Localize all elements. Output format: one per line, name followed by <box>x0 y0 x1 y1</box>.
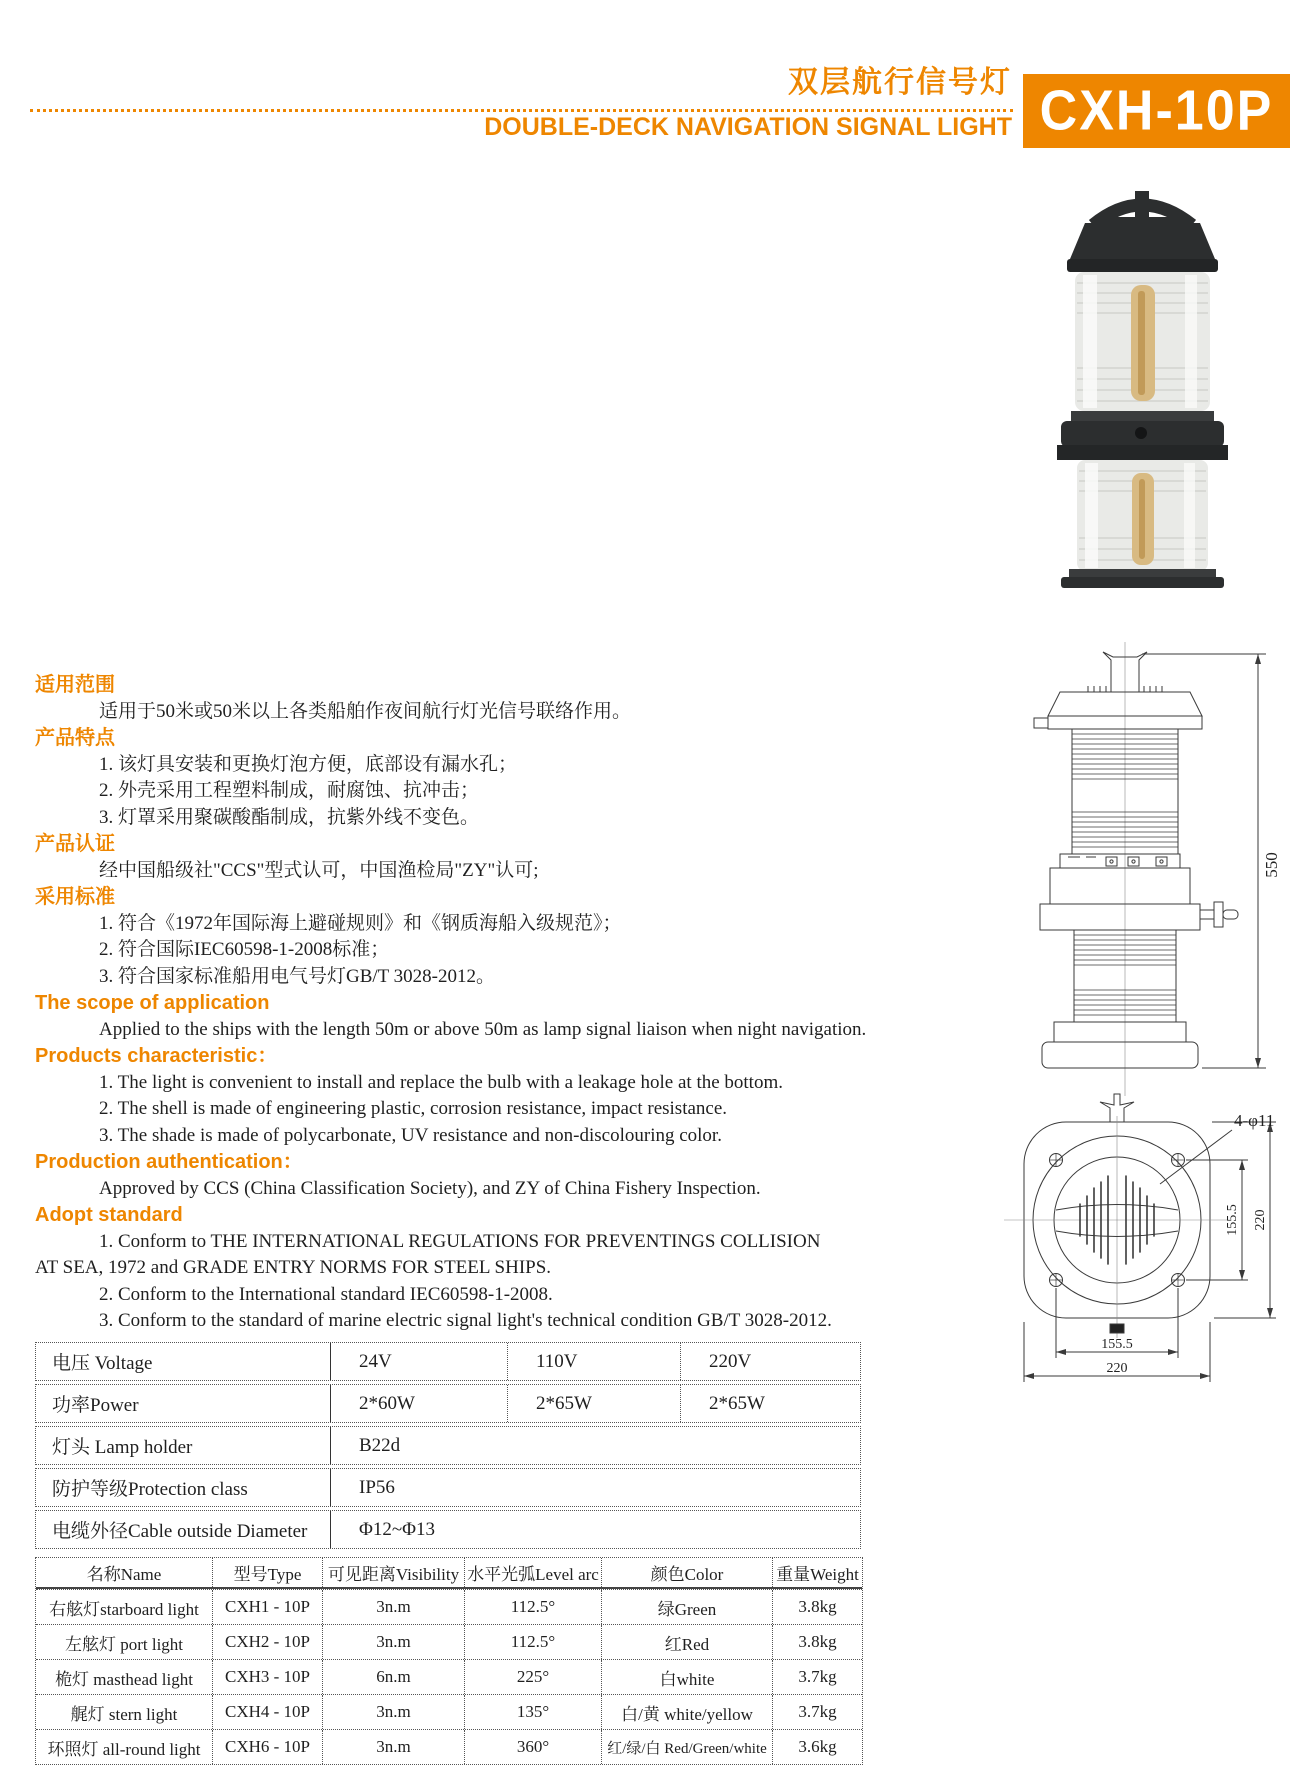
cell-type: CXH1 - 10P <box>212 1590 322 1624</box>
cell-weight: 3.8kg <box>772 1590 862 1624</box>
photo-lower-lens <box>1077 460 1208 571</box>
text-line: 2. The shell is made of engineering plastic, corrosion resistance, impact resistance. <box>99 1098 728 1119</box>
cell-visibility: 3n.m <box>322 1730 464 1764</box>
photo-top-cap <box>1067 217 1218 272</box>
spec-value: Φ12~Φ13 <box>359 1518 436 1540</box>
photo-base <box>1061 569 1224 588</box>
cell-level-arc: 112.5° <box>464 1625 601 1659</box>
model-table <box>35 1557 863 1765</box>
spec-row <box>35 1426 861 1465</box>
cell-level-arc: 360° <box>464 1730 601 1764</box>
text-sections <box>35 672 880 1335</box>
text-line: 2. 外壳采用工程塑料制成，耐腐蚀、抗冲击； <box>99 780 480 801</box>
section-heading: 产品特点 <box>35 727 115 749</box>
spec-row <box>35 1342 861 1381</box>
spec-value: 2*65W <box>507 1385 680 1422</box>
text-line: 2. Conform to the International standard IEC60598-1-2008. <box>99 1283 553 1305</box>
dim-overall-v: 220 <box>1253 1209 1268 1231</box>
column-header: 颜色Color <box>601 1558 772 1587</box>
section-heading: 产品认证 <box>35 833 115 855</box>
spec-label: 灯头 Lamp holder <box>36 1427 331 1464</box>
column-header: 可见距离Visibility <box>322 1558 464 1587</box>
section-heading: The scope of application <box>35 992 270 1014</box>
header <box>35 66 1012 142</box>
cell-visibility: 3n.m <box>322 1625 464 1659</box>
text-line: 1. 符合《1972年国际海上避碰规则》和《钢质海船入级规范》； <box>99 912 622 934</box>
spec-value: 24V <box>359 1350 392 1372</box>
header-dotted-rule <box>30 109 1013 112</box>
spec-table <box>35 1342 861 1552</box>
model-table-header <box>36 1558 862 1589</box>
column-header: 重量Weight <box>772 1558 862 1587</box>
cell-weight: 3.7kg <box>772 1660 862 1694</box>
top-view-drawing <box>992 1086 1292 1386</box>
cell-name: 艉灯 stern light <box>70 1704 178 1724</box>
section-heading: 适用范围 <box>35 674 115 696</box>
cell-name: 左舷灯 port light <box>64 1634 184 1654</box>
spec-value: B22d <box>359 1434 401 1456</box>
column-header: 型号Type <box>212 1558 322 1587</box>
cell-color: 白/黄 white/yellow <box>601 1695 772 1729</box>
cell-level-arc: 135° <box>464 1695 601 1729</box>
text-line: 3. 符合国家标准船用电气号灯GB/T 3028-2012。 <box>99 965 496 987</box>
spec-label: 电压 Voltage <box>36 1343 331 1380</box>
text-line: 2. 符合国际IEC60598-1-2008标准； <box>99 939 390 960</box>
model-badge-label: CXH-10P <box>1039 79 1274 143</box>
dim-holes-callout: 4-φ11 <box>1234 1111 1275 1130</box>
dim-overall-h: 220 <box>1106 1361 1128 1376</box>
cell-level-arc: 112.5° <box>464 1590 601 1624</box>
cell-type: CXH6 - 10P <box>212 1730 322 1764</box>
cell-visibility: 3n.m <box>322 1695 464 1729</box>
table-row <box>36 1659 862 1694</box>
cell-type: CXH4 - 10P <box>212 1695 322 1729</box>
cell-color: 绿Green <box>601 1590 772 1624</box>
spec-value: IP56 <box>359 1476 395 1498</box>
spec-row <box>35 1384 861 1423</box>
dim-bolt-span-v: 155.5 <box>1225 1204 1240 1236</box>
text-line: 3. Conform to the standard of marine electric signal light's technical condition GB/T 3028-2012. <box>99 1310 832 1331</box>
spec-value: 110V <box>507 1343 680 1380</box>
page-title-en: DOUBLE-DECK NAVIGATION SIGNAL LIGHT <box>484 113 1012 141</box>
cell-name: 环照灯 all-round light <box>47 1739 201 1759</box>
cell-weight: 3.7kg <box>772 1695 862 1729</box>
text-line: 经中国船级社"CCS"型式认可，中国渔检局"ZY"认可; <box>99 859 539 881</box>
photo-mid-flange <box>1057 411 1228 460</box>
spec-label: 电缆外径Cable outside Diameter <box>36 1511 331 1548</box>
spec-label: 防护等级Protection class <box>36 1469 331 1506</box>
spec-value: 2*60W <box>359 1392 415 1414</box>
spec-label: 功率Power <box>36 1385 331 1422</box>
table-row <box>36 1624 862 1659</box>
dim-bolt-span-h: 155.5 <box>1101 1337 1133 1352</box>
text-line: 3. The shade is made of polycarbonate, UV resistance and non-discolouring color. <box>99 1124 722 1146</box>
text-line: 适用于50米或50米以上各类船舶作夜间航行灯光信号联络作用。 <box>99 700 632 722</box>
cell-type: CXH3 - 10P <box>212 1660 322 1694</box>
cell-weight: 3.8kg <box>772 1625 862 1659</box>
dim-side-height: 550 <box>1262 852 1281 878</box>
product-photo <box>1035 183 1250 588</box>
page-title-zh: 双层航行信号灯 <box>788 66 1012 99</box>
cell-visibility: 6n.m <box>322 1660 464 1694</box>
cell-weight: 3.6kg <box>772 1730 862 1764</box>
table-row <box>36 1729 862 1764</box>
photo-upper-lens <box>1075 272 1210 411</box>
cell-color: 白white <box>601 1660 772 1694</box>
section-heading: 采用标准 <box>35 886 115 908</box>
cell-name: 右舷灯starboard light <box>49 1599 199 1619</box>
spec-row <box>35 1468 861 1507</box>
cell-visibility: 3n.m <box>322 1590 464 1624</box>
spec-row <box>35 1510 861 1549</box>
cell-level-arc: 225° <box>464 1660 601 1694</box>
text-line: Applied to the ships with the length 50m or above 50m as lamp signal liaison when night navigation. <box>99 1018 867 1040</box>
text-line: 1. The light is convenient to install and replace the bulb with a leakage hole at the bottom. <box>99 1071 783 1093</box>
cell-color: 红Red <box>601 1625 772 1659</box>
cell-color: 红/绿/白 Red/Green/white <box>601 1730 772 1764</box>
side-view-drawing <box>990 640 1290 1100</box>
text-line: Approved by CCS (China Classification Society), and ZY of China Fishery Inspection. <box>99 1177 761 1199</box>
table-row <box>36 1694 862 1729</box>
column-header: 名称Name <box>86 1565 162 1584</box>
spec-value: 2*65W <box>680 1385 860 1422</box>
section-heading: Production authentication： <box>35 1151 303 1173</box>
model-badge <box>1023 74 1290 148</box>
text-line: AT SEA, 1972 and GRADE ENTRY NORMS FOR STEEL SHIPS. <box>35 1257 552 1278</box>
section-heading: Adopt standard <box>35 1204 183 1226</box>
text-line: 3. 灯罩采用聚碳酸酯制成，抗紫外线不变色。 <box>99 806 480 828</box>
cell-type: CXH2 - 10P <box>212 1625 322 1659</box>
section-heading: Products characteristic： <box>35 1045 278 1067</box>
text-line: 1. Conform to THE INTERNATIONAL REGULATIONS FOR PREVENTINGS COLLISION <box>99 1230 821 1252</box>
column-header: 水平光弧Level arc <box>464 1558 601 1587</box>
text-line: 1. 该灯具安装和更换灯泡方便，底部设有漏水孔； <box>99 753 518 775</box>
cell-name: 桅灯 masthead light <box>55 1669 193 1689</box>
spec-value: 220V <box>680 1343 860 1380</box>
table-row <box>36 1589 862 1624</box>
